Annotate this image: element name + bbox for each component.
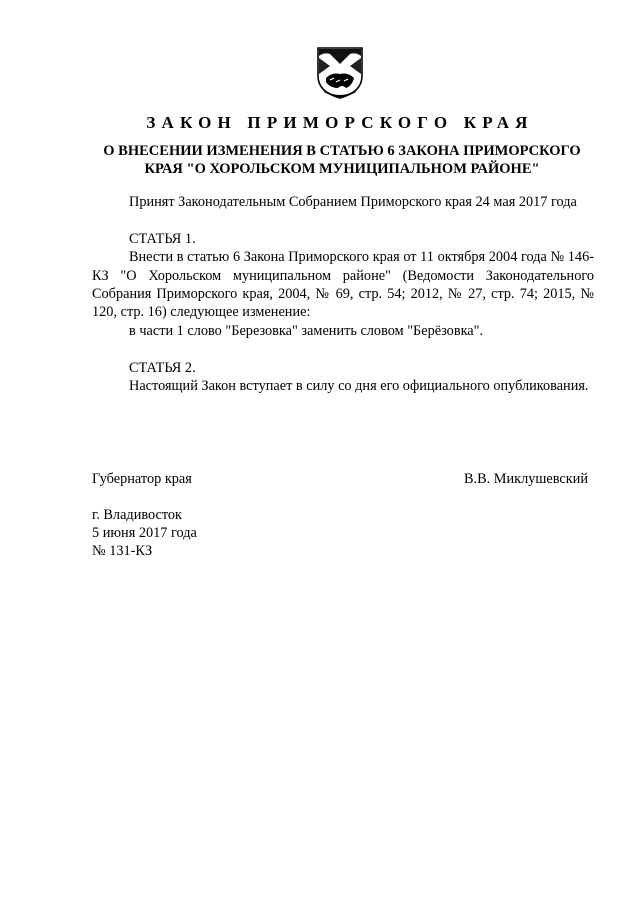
law-subtitle (92, 142, 592, 178)
law-number: № 131-КЗ (92, 543, 153, 560)
place-date-block (92, 506, 197, 561)
law-body (92, 193, 594, 395)
signing-date: 5 июня 2017 года (92, 525, 197, 542)
article-1-change: в части 1 слово "Березовка" заменить словом "Берёзовка". (129, 322, 484, 339)
article-1-heading: СТАТЬЯ 1. (129, 230, 196, 247)
subtitle-line-1: О ВНЕСЕНИИ ИЗМЕНЕНИЯ В СТАТЬЮ 6 ЗАКОНА ПРИМОРСКОГО (103, 143, 581, 159)
article-2-text: Настоящий Закон вступает в силу со дня его официального опубликования. (129, 378, 589, 395)
article-1-text: Внести в статью 6 Закона Приморского края от 11 октября 2004 года № 146-КЗ "О Хорольском муниципальном районе" (Ведомости Законодательного Собрания Приморского края, 2004, № 69, стр. 54; 2012, № 27, стр. 74; 2015, № 120, стр. 16) следующее изменение: (92, 249, 594, 321)
city: г. Владивосток (92, 507, 182, 523)
article-2-heading: СТАТЬЯ 2. (129, 359, 196, 376)
law-title: ЗАКОН ПРИМОРСКОГО КРАЯ (146, 113, 534, 132)
adoption-note: Принят Законодательным Собранием Приморского края 24 мая 2017 года (129, 194, 577, 210)
subtitle-line-2: КРАЯ "О ХОРОЛЬСКОМ МУНИЦИПАЛЬНОМ РАЙОНЕ" (144, 161, 540, 177)
signatory-name: В.В. Миклушевский (463, 471, 588, 487)
coat-of-arms-icon (316, 44, 364, 100)
signatory-role: Губернатор края (92, 471, 192, 487)
